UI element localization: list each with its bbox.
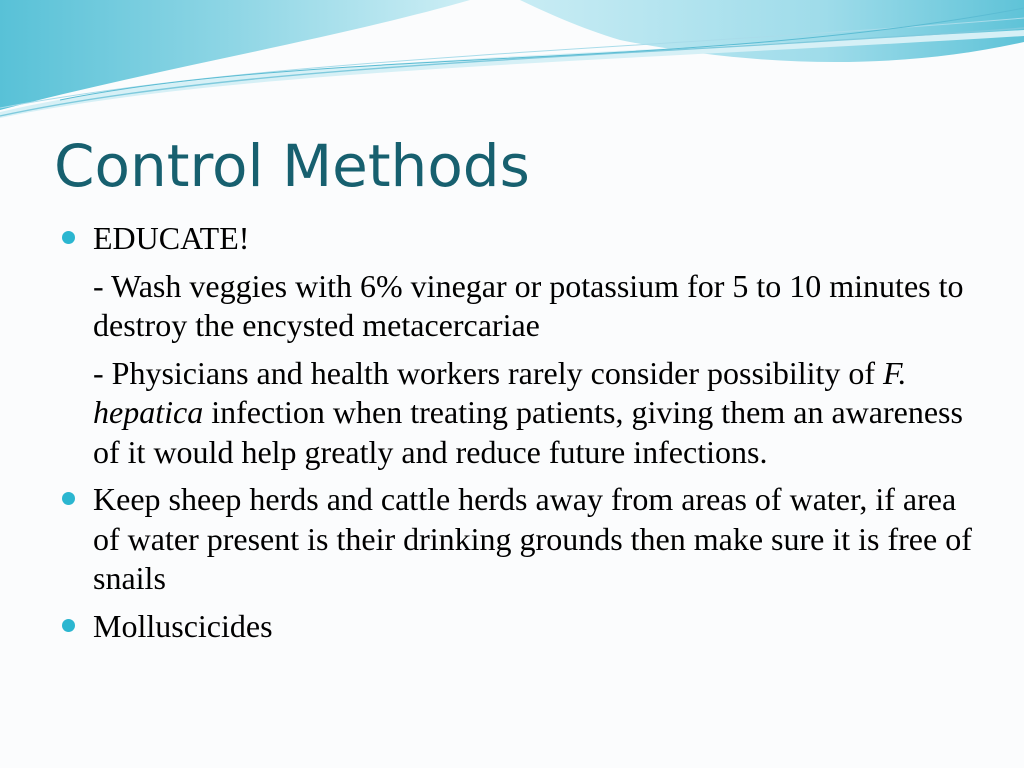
educate-sub-wash: - Wash veggies with 6% vinegar or potassium for 5 to 10 minutes to destroy the encysted metacercariae (93, 267, 964, 343)
header-wave-decoration (0, 0, 1024, 130)
bullet-herds (62, 480, 982, 599)
bullet-dot-icon (62, 619, 75, 632)
bullet-dot-icon (62, 231, 75, 244)
bullet-educate-text: EDUCATE! (93, 220, 250, 256)
wave-left-shape (0, 0, 470, 110)
bullet-educate (62, 219, 982, 259)
educate-sub-physicians (93, 354, 982, 473)
bullet-herds-text: Keep sheep herds and cattle herds away from areas of water, if area of water present is their drinking grounds then make sure it is free of snails (93, 481, 972, 596)
slide-body (62, 219, 982, 654)
educate-sub-physicians-part1: - Physicians and health workers rarely consider possibility of (93, 354, 876, 391)
species-name: F. hepatica (93, 354, 907, 430)
slide-title: Control Methods (54, 132, 530, 200)
bullet-molluscicides (62, 607, 982, 647)
educate-sub-physicians-part2: infection when treating patients, giving them an awareness of it would help greatly and reduce future infections. (93, 394, 963, 470)
bullet-dot-icon (62, 492, 75, 505)
bullet-molluscicides-text: Molluscicides (93, 607, 273, 644)
